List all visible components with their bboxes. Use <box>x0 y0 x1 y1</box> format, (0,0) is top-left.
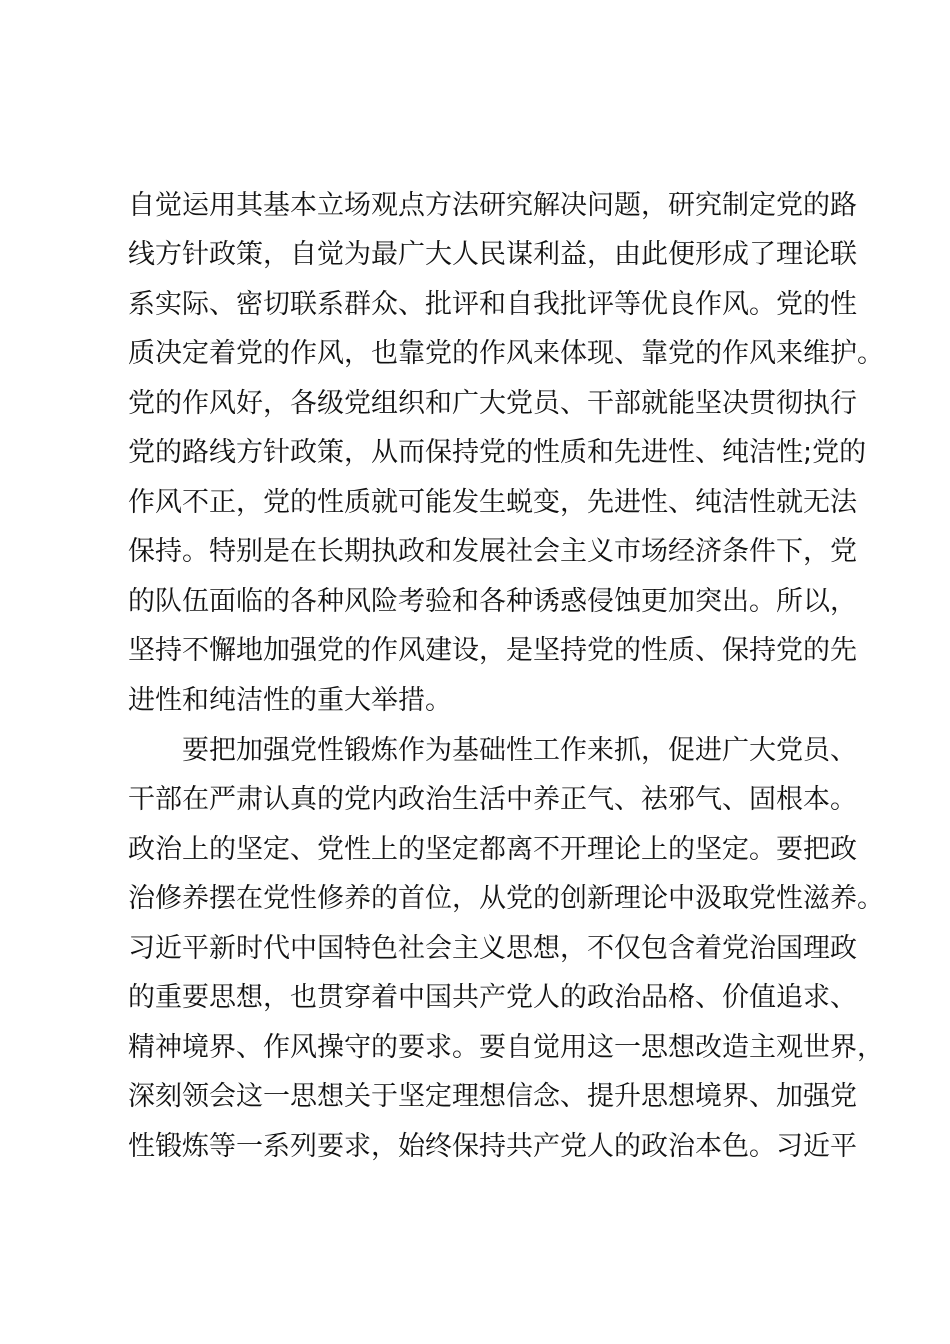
text-line: 精神境界、作风操守的要求。要自觉用这一思想改造主观世界， <box>128 1032 884 1063</box>
text-line: 性锻炼等一系列要求，始终保持共产党人的政治本色。习近平 <box>128 1131 857 1162</box>
text-line: 自觉运用其基本立场观点方法研究解决问题，研究制定党的路 <box>128 190 857 221</box>
text-line: 政治上的坚定、党性上的坚定都离不开理论上的坚定。要把政 <box>128 834 857 865</box>
text-line: 线方针政策，自觉为最广大人民谋利益，由此便形成了理论联 <box>128 239 857 270</box>
text-line: 党的作风好，各级党组织和广大党员、干部就能坚决贯彻执行 <box>128 388 857 419</box>
text-line: 深刻领会这一思想关于坚定理想信念、提升思想境界、加强党 <box>128 1081 857 1112</box>
text-line: 治修养摆在党性修养的首位，从党的创新理论中汲取党性滋养。 <box>128 883 884 914</box>
text-line: 保持。特别是在长期执政和发展社会主义市场经济条件下，党 <box>128 536 857 567</box>
text-line: 的队伍面临的各种风险考验和各种诱惑侵蚀更加突出。所以， <box>128 586 857 617</box>
text-line: 干部在严肃认真的党内政治生活中养正气、祛邪气、固根本。 <box>128 784 857 815</box>
text-line: 作风不正，党的性质就可能发生蜕变，先进性、纯洁性就无法 <box>128 487 857 518</box>
paragraph-first-line: 要把加强党性锻炼作为基础性工作来抓，促进广大党员、 <box>182 735 857 766</box>
text-line: 质决定着党的作风，也靠党的作风来体现、靠党的作风来维护。 <box>128 338 884 369</box>
text-line: 习近平新时代中国特色社会主义思想，不仅包含着党治国理政 <box>128 933 857 964</box>
text-line: 党的路线方针政策，从而保持党的性质和先进性、纯洁性;党的 <box>128 437 867 468</box>
text-line: 的重要思想，也贯穿着中国共产党人的政治品格、价值追求、 <box>128 982 857 1013</box>
text-line: 坚持不懈地加强党的作风建设，是坚持党的性质、保持党的先 <box>128 635 857 666</box>
text-line: 系实际、密切联系群众、批评和自我批评等优良作风。党的性 <box>128 289 857 320</box>
text-line: 进性和纯洁性的重大举措。 <box>128 685 452 716</box>
